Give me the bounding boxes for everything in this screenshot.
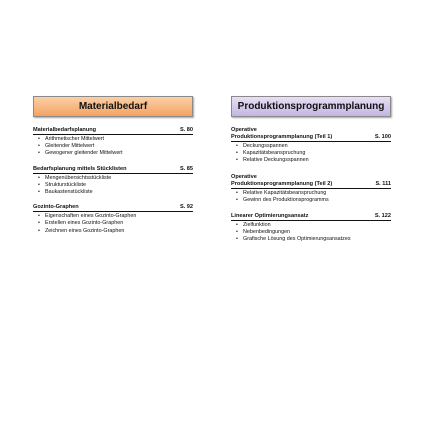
topic-list	[33, 175, 193, 197]
topic-list	[231, 222, 391, 244]
list-item: • Grafische Lösung des Optimierungsansatzes	[243, 236, 391, 243]
section-title: Bedarfsplanung mittels Stücklisten	[33, 165, 127, 172]
section-pretitle: Operative	[231, 173, 257, 180]
list-item: • Arithmetischer Mittelwert	[45, 136, 193, 143]
page-reference: S. 85	[179, 165, 193, 172]
topic-list	[33, 213, 193, 235]
section-title: Gozinto-Graphen	[33, 204, 79, 211]
section-title: Produktionsprogrammplanung (Teil 1)	[231, 134, 333, 140]
page-reference: S. 80	[179, 127, 193, 133]
page-reference: S. 111	[375, 180, 391, 187]
produktionsprogrammplanung-column	[231, 96, 391, 253]
list-item: • Kapazitätsbeanspruchung	[243, 150, 391, 157]
section-title-row	[33, 166, 193, 174]
list-item: • Eigenschaften eines Gozinto-Graphen	[45, 213, 193, 220]
list-item: • Relative Kapazitätsbeanspruchung	[243, 190, 391, 197]
section-title: Produktionsprogrammplanung (Teil 2)	[231, 180, 333, 187]
section-linearer-optimierungsansatz	[231, 213, 391, 244]
list-item: • Mengenübersichtsstückliste	[45, 175, 193, 182]
section-gozinto-graphen	[33, 204, 193, 235]
materialbedarf-header: Materialbedarf	[33, 96, 193, 117]
list-item: • Gleitender Mittelwert	[45, 143, 193, 150]
list-item: • Strukturstückliste	[45, 182, 193, 189]
page-reference: S. 100	[374, 134, 391, 140]
materialbedarf-column	[33, 96, 193, 243]
section-title-row	[33, 127, 193, 135]
materialbedarf-content	[33, 127, 193, 235]
list-item: • Erstellen eines Gozinto-Graphen	[45, 220, 193, 227]
section-bedarfsplanung-stuecklisten	[33, 166, 193, 197]
section-materialbedarfsplanung	[33, 127, 193, 158]
section-title: Linearer Optimierungsansatz	[231, 213, 309, 220]
produktionsprogrammplanung-header: Produktionsprogrammplanung	[231, 96, 391, 117]
list-item: • Zeichnen eines Gozinto-Graphen	[45, 228, 193, 235]
section-operative-teil-1	[231, 127, 391, 165]
section-pretitle: Operative	[231, 127, 257, 133]
section-title: Materialbedarfsplanung	[33, 127, 97, 133]
topic-list	[231, 190, 391, 204]
section-title-row	[231, 134, 391, 142]
section-title-row	[231, 213, 391, 221]
page-reference: S. 92	[179, 204, 193, 211]
list-item: • Relative Deckungsspannen	[243, 157, 391, 164]
section-operative-teil-2	[231, 174, 391, 204]
list-item: • Gewogener gleitender Mittelwert	[45, 150, 193, 157]
list-item: • Nebenbedingungen	[243, 229, 391, 236]
topic-list	[33, 136, 193, 158]
produktionsprogrammplanung-content	[231, 127, 391, 244]
topic-list	[231, 143, 391, 165]
page-reference: S. 122	[374, 213, 391, 220]
section-title-row	[33, 204, 193, 212]
list-item: • Baukastenstückliste	[45, 189, 193, 196]
list-item: • Gewinn des Produktionsprogramms	[243, 197, 391, 204]
list-item: • Deckungsspannen	[243, 143, 391, 150]
list-item: • Zielfunktion	[243, 222, 391, 229]
section-title-row	[231, 181, 391, 189]
